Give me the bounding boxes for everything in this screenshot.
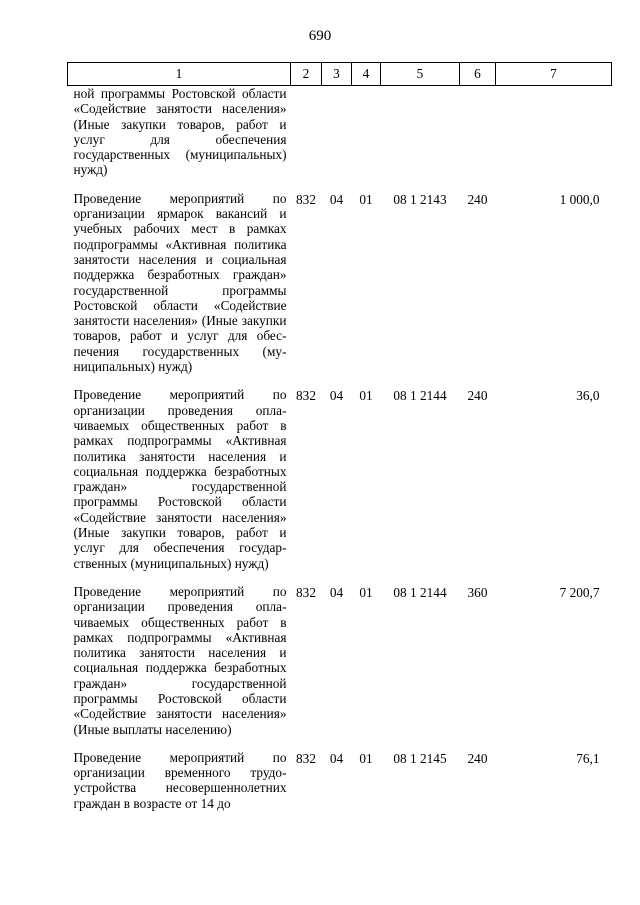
target-article-code: 08 1 2143 (393, 191, 447, 207)
subsection-code (352, 86, 381, 178)
subsection-code: 01 (359, 750, 373, 766)
amount: 1 000,0 (559, 191, 600, 207)
ministry-code: 832 (296, 191, 316, 207)
expense-type-code: 240 (467, 388, 488, 404)
amount: 7 200,7 (559, 584, 600, 600)
header-row (68, 63, 612, 86)
target-article-code: 08 1 2144 (393, 388, 447, 404)
column-header: 7 (496, 63, 612, 86)
expense-type-code: 240 (467, 191, 488, 207)
section-code (322, 86, 352, 178)
table-row (68, 584, 612, 737)
column-header: 4 (352, 63, 381, 86)
amount: 36,0 (576, 388, 600, 404)
target-article-code: 08 1 2144 (393, 584, 447, 600)
ministry-code (291, 86, 322, 178)
expense-type-code: 240 (467, 750, 488, 766)
ministry-code: 832 (296, 584, 316, 600)
expense-type-code: 360 (467, 584, 488, 600)
column-header: 1 (68, 63, 291, 86)
section-code: 04 (329, 584, 344, 600)
budget-table (67, 62, 612, 811)
column-header: 5 (381, 63, 460, 86)
page-number: 690 (308, 28, 332, 44)
row-description: Проведение мероприятий по организации ярмарок вакансий и учебных рабочих мест в рамках подпрограммы «Активная политика занятости населения и социальная поддержка безработных граждан» государственной программы Ростовской области «Содействие занятости населения» (Иные закупки товаров, работ и услуг для обеспечения государственных (муниципальных) нужд) (73, 190, 287, 375)
row-description: Проведение мероприятий по организации проведения оплачиваемых общественных работ в рамках подпрограммы «Активная политика занятости населения и социальная поддержка безработных граждан» государственной программы Ростовской области «Содействие занятости населения» (Иные выплаты населению) (73, 583, 287, 737)
table-row (68, 387, 612, 571)
subsection-code: 01 (359, 191, 373, 207)
row-description: ной программы Ростовской области «Содействие занятости населения» (Иные закупки товаров, работ и услуг для обеспечения государственных (муниципальных) нужд) (73, 86, 287, 178)
section-code: 04 (329, 750, 344, 766)
subsection-code: 01 (359, 388, 373, 404)
table-row (68, 191, 612, 375)
section-code: 04 (329, 191, 344, 207)
amount (496, 86, 612, 178)
target-article-code: 08 1 2145 (393, 750, 447, 766)
column-header: 3 (322, 63, 352, 86)
amount: 76,1 (576, 750, 600, 766)
column-header: 6 (460, 63, 496, 86)
row-description: Проведение мероприятий по организации временного трудоустройства несовершеннолетних граждан в возрасте от 14 до (73, 749, 287, 811)
ministry-code: 832 (296, 750, 316, 766)
expense-type-code (460, 86, 496, 178)
target-article-code (381, 86, 460, 178)
column-header: 2 (291, 63, 322, 86)
table-row (68, 86, 612, 178)
row-description: Проведение мероприятий по организации проведения оплачиваемых общественных работ в рамках подпрограммы «Активная политика занятости населения и социальная поддержка безработных граждан» государственной программы Ростовской области «Содействие занятости населения» (Иные закупки товаров, работ и услуг для обеспечения государственных (муниципальных) нужд) (73, 387, 287, 571)
ministry-code: 832 (296, 388, 316, 404)
table-row (68, 750, 612, 811)
section-code: 04 (329, 388, 344, 404)
subsection-code: 01 (359, 584, 373, 600)
